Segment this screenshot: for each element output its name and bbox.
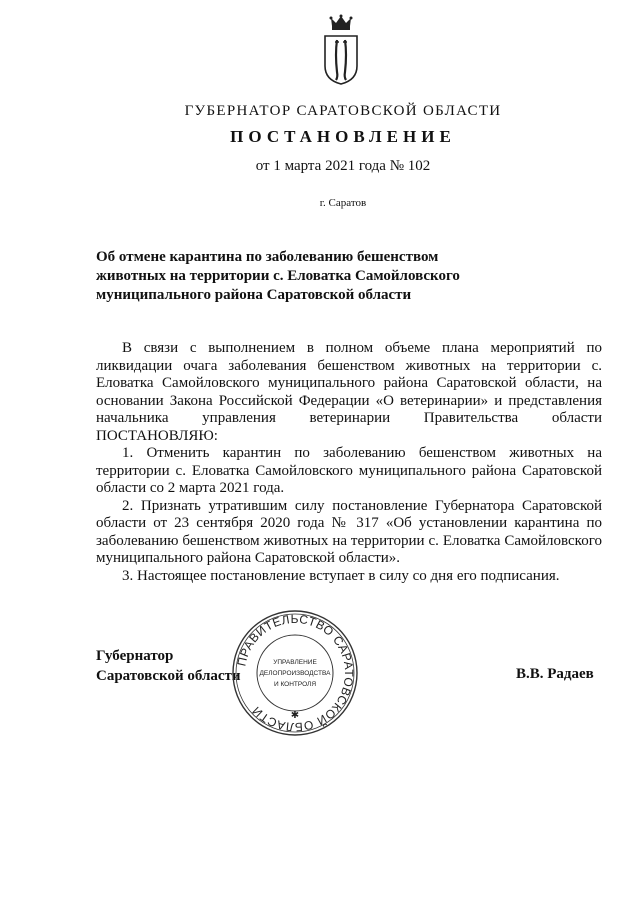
- official-stamp: [230, 608, 360, 738]
- document-title-line: муниципального района Саратовской области: [96, 287, 412, 303]
- signer-position: [96, 646, 241, 686]
- issuing-authority: ГУБЕРНАТОР САРАТОВСКОЙ ОБЛАСТИ: [184, 103, 502, 119]
- document-body: [96, 340, 602, 585]
- document-title-line: Об отмене карантина по заболеванию бешенством: [96, 249, 439, 265]
- document-title-line: животных на территории с. Еловатка Самойловского: [96, 268, 460, 284]
- signer-position-line: Саратовской области: [96, 668, 241, 684]
- body-paragraph: В связи с выполнением в полном объеме плана мероприятий по ликвидации очага заболевания бешенством животных на территории с. Еловатка Самойловского муниципального района Саратовской области, на основании Закона Российской Федерации «О ветеринарии» и представления начальника управления ветеринарии Правительства области ПОСТАНОВЛЯЮ:: [96, 340, 602, 444]
- document-city: г. Саратов: [319, 197, 367, 209]
- stamp-center-line: И КОНТРОЛЯ: [273, 681, 317, 688]
- stamp-center-line: ДЕЛОПРОИЗВОДСТВА: [259, 670, 331, 677]
- body-paragraph: 1. Отменить карантин по заболеванию бешенством животных на территории с. Еловатка Самойловского муниципального района Саратовской области со 2 марта 2021 года.: [96, 445, 602, 496]
- document-date-number: от 1 марта 2021 года № 102: [255, 158, 431, 174]
- document-title: [96, 248, 476, 305]
- stamp-ring-text: ПРАВИТЕЛЬСТВО САРАТОВСКОЙ ОБЛАСТИ: [234, 611, 357, 735]
- body-paragraph: 3. Настоящее постановление вступает в силу со дня его подписания.: [122, 567, 560, 584]
- signer-position-line: Губернатор: [96, 648, 174, 664]
- stamp-star-icon: ✱: [290, 710, 300, 721]
- signer-name: В.В. Радаев: [516, 666, 594, 682]
- body-paragraph: 2. Признать утратившим силу постановление Губернатора Саратовской области от 23 сентября 2020 года № 317 «Об установлении карантина по заболеванию бешенством животных на территории с. Еловатка Самойловского муниципального района Саратовской области».: [96, 497, 602, 566]
- saratov-coat-of-arms-icon: [319, 14, 363, 86]
- document-type: ПОСТАНОВЛЕНИЕ: [230, 127, 456, 146]
- stamp-center-line: УПРАВЛЕНИЕ: [273, 659, 317, 666]
